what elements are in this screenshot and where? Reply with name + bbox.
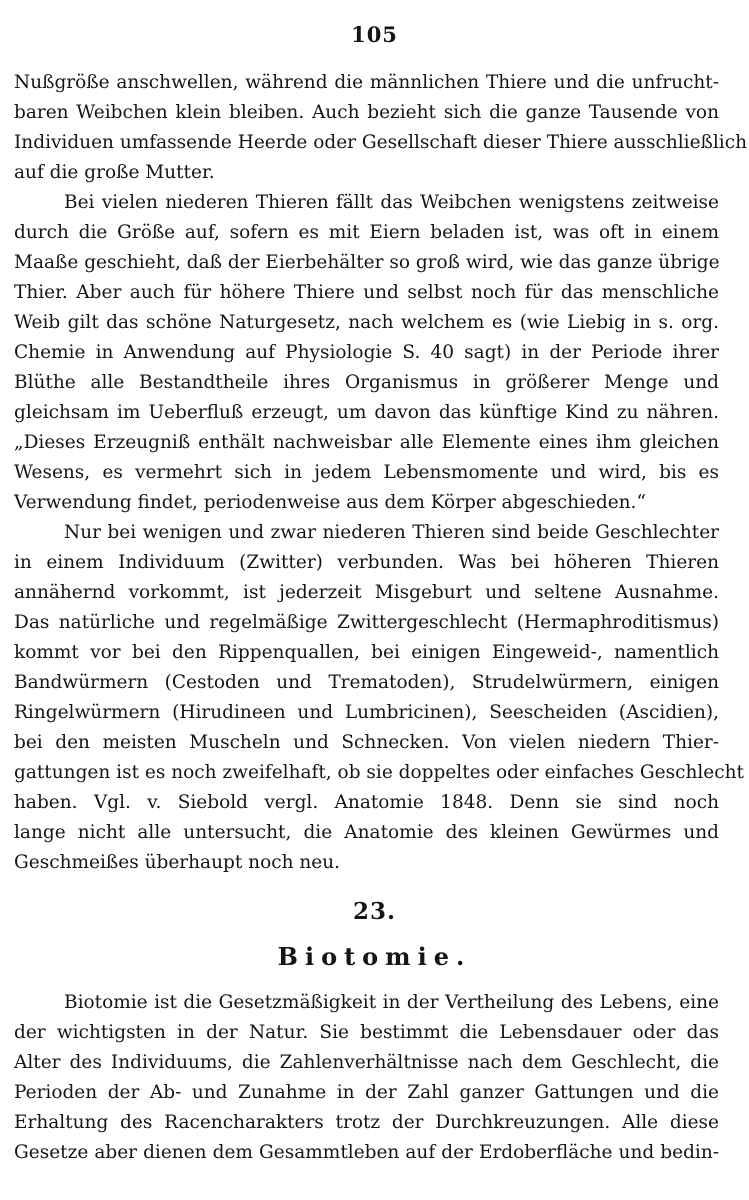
text-line: haben. Vgl. v. Siebold vergl. Anatomie 1848. Denn sie sind noch xyxy=(14,792,719,813)
text-line: Bandwürmern (Cestoden und Trematoden), Strudelwürmern, einigen xyxy=(14,672,719,693)
text-line: gattungen ist es noch zweifelhaft, ob sie doppeltes oder einfaches Geschlecht xyxy=(14,762,744,783)
text-line: Maaße geschieht, daß der Eierbehälter so groß wird, wie das ganze übrige xyxy=(14,252,720,273)
text-line: lange nicht alle untersucht, die Anatomie des kleinen Gewürmes und xyxy=(14,822,719,843)
text-line: Weib gilt das schöne Naturgesetz, nach welchem es (wie Liebig in s. org. xyxy=(14,312,719,333)
text-line: Perioden der Ab- und Zunahme in der Zahl ganzer Gattungen und die xyxy=(14,1082,719,1103)
text-line: der wichtigsten in der Natur. Sie bestimmt die Lebensdauer oder das xyxy=(14,1022,719,1043)
text-line: Das natürliche und regelmäßige Zwittergeschlecht (Hermaphroditismus) xyxy=(14,612,719,633)
text-line: Thier. Aber auch für höhere Thiere und selbst noch für das menschliche xyxy=(14,282,719,303)
text-line: in einem Individuum (Zwitter) verbunden. Was bei höheren Thieren xyxy=(14,552,719,573)
text-line: bei den meisten Muscheln und Schnecken. Von vielen niedern Thier- xyxy=(14,732,719,753)
text-line: Nur bei wenigen und zwar niederen Thieren sind beide Geschlechter xyxy=(64,522,719,543)
text-line: Biotomie ist die Gesetzmäßigkeit in der Vertheilung des Lebens, eine xyxy=(64,992,719,1013)
section-title: Biotomie. xyxy=(277,942,472,971)
text-line: Alter des Individuums, die Zahlenverhältnisse nach dem Geschlecht, die xyxy=(14,1052,719,1073)
text-line: Erhaltung des Racencharakters trotz der Durchkreuzungen. Alle diese xyxy=(14,1112,719,1133)
text-line: Wesens, es vermehrt sich in jedem Lebensmomente und wird, bis es xyxy=(14,462,719,483)
text-line: Ringelwürmern (Hirudineen und Lumbricinen), Seescheiden (Ascidien), xyxy=(14,702,719,723)
text-line: auf die große Mutter. xyxy=(14,162,215,183)
text-line: gleichsam im Ueberfluß erzeugt, um davon das künftige Kind zu nähren. xyxy=(14,402,719,423)
text-line: Gesetze aber dienen dem Gesammtleben auf der Erdoberfläche und bedin- xyxy=(14,1142,719,1163)
section-number: 23. xyxy=(352,898,396,925)
text-line: Nußgröße anschwellen, während die männlichen Thiere und die unfrucht- xyxy=(14,72,719,93)
text-line: durch die Größe auf, sofern es mit Eiern beladen ist, was oft in einem xyxy=(14,222,719,243)
text-line: Chemie in Anwendung auf Physiologie S. 40 sagt) in der Periode ihrer xyxy=(14,342,719,363)
text-line: Bei vielen niederen Thieren fällt das Weibchen wenigstens zeitweise xyxy=(64,192,719,213)
text-line: Blüthe alle Bestandtheile ihres Organismus in größerer Menge und xyxy=(14,372,719,393)
text-line: annähernd vorkommt, ist jederzeit Misgeburt und seltene Ausnahme. xyxy=(14,582,719,603)
text-line: baren Weibchen klein bleiben. Auch bezieht sich die ganze Tausende von xyxy=(14,102,719,123)
text-line: Geschmeißes überhaupt noch neu. xyxy=(14,852,341,873)
text-line: Verwendung findet, periodenweise aus dem Körper abgeschieden.“ xyxy=(14,492,646,513)
text-line: Individuen umfassende Heerde oder Gesellschaft dieser Thiere ausschließlich xyxy=(14,132,747,153)
page-number: 105 xyxy=(351,22,398,47)
text-line: „Dieses Erzeugniß enthält nachweisbar alle Elemente eines ihm gleichen xyxy=(14,432,719,453)
text-line: kommt vor bei den Rippenquallen, bei einigen Eingeweid-, namentlich xyxy=(14,642,719,663)
